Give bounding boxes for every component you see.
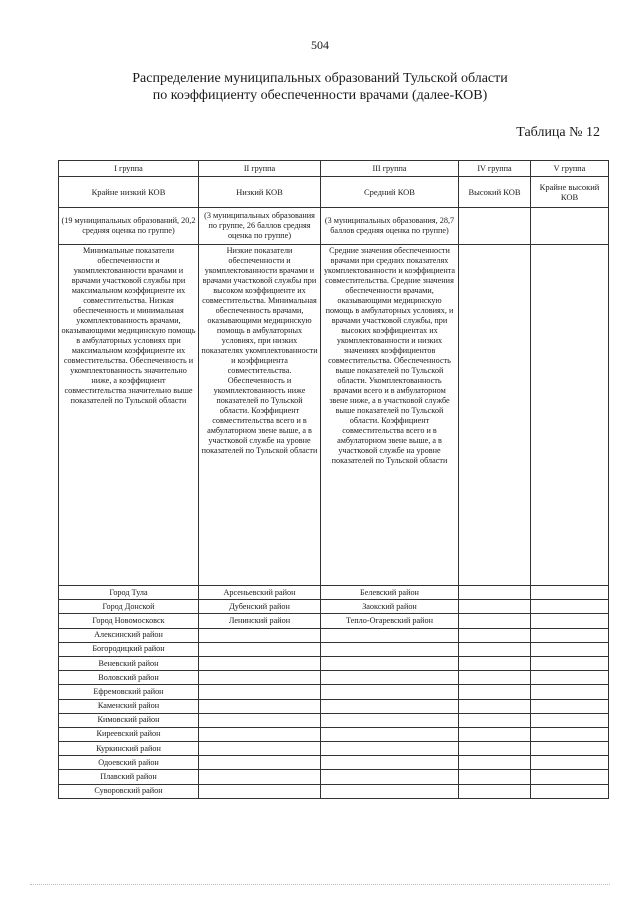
table-cell — [321, 727, 459, 741]
description-cell: Средние значения обеспеченности врачами при средних показателях укомплектованности и коэффициента совместительства. Средние значения обеспеченности врачами, оказывающими медицинскую помощь в амбулаторных условиях, и врачами участковой службы, при высоких коэффициентах их укомплектованности и низких значениях коэффициентов совместительства. Обеспеченность выше показателей по Тульской области. Укомплектованность врачами всего и в амбулаторном звене ниже, а в участковой службе выше показателей по Тульской области. Коэффициент совместительства всего и в амбулаторном звене выше, а в участковой службе на уровне показателей по Тульской области — [321, 245, 459, 586]
table-cell — [321, 685, 459, 699]
table-cell: Плавский район — [59, 770, 199, 784]
title-line-2: по коэффициенту обеспеченности врачами (далее-КОВ) — [152, 88, 488, 103]
table-cell: Киреевский район — [59, 727, 199, 741]
table-cell — [199, 656, 321, 670]
table-cell — [531, 656, 609, 670]
table-cell: Одоевский район — [59, 756, 199, 770]
table-cell — [199, 742, 321, 756]
table-cell — [459, 685, 531, 699]
count-cell: (3 муниципальных образования по группе, 26 баллов средняя оценка по группе) — [199, 208, 321, 245]
table-cell — [321, 770, 459, 784]
table-cell — [531, 614, 609, 628]
table-row — [59, 727, 609, 741]
description-row — [59, 245, 609, 586]
table-cell — [531, 784, 609, 798]
table-row — [59, 770, 609, 784]
table-cell — [531, 642, 609, 656]
count-cell: (19 муниципальных образований, 20,2 средняя оценка по группе) — [59, 208, 199, 245]
title-line-1: Распределение муниципальных образований Тульской области — [132, 71, 508, 86]
table-cell: Заокский район — [321, 600, 459, 614]
table-cell — [531, 756, 609, 770]
distribution-table — [58, 160, 609, 799]
table-cell — [199, 642, 321, 656]
table-cell — [459, 614, 531, 628]
description-cell: Минимальные показатели обеспеченности и укомплектованности врачами и врачами участковой службы при максимальном коэффициенте их совместительства. Низкая обеспеченность и минимальная укомплектованность врачами, оказывающими медицинскую помощь в амбулаторных условиях при максимальном коэффициенте их совместительства. Обеспеченность и укомплектованность значительно ниже, а коэффициент совместительства значительно выше показателей по Тульской области — [59, 245, 199, 586]
table-label: Таблица № 12 — [516, 125, 600, 140]
level-cell: Крайне высокий КОВ — [531, 177, 609, 208]
table-cell — [321, 742, 459, 756]
table-row — [59, 671, 609, 685]
table-cell — [199, 770, 321, 784]
table-cell: Куркинский район — [59, 742, 199, 756]
table-row — [59, 699, 609, 713]
table-cell — [459, 600, 531, 614]
count-cell: (3 муниципальных образования, 28,7 баллов средняя оценка по группе) — [321, 208, 459, 245]
table-cell: Алексинский район — [59, 628, 199, 642]
table-cell — [531, 600, 609, 614]
table-cell — [459, 642, 531, 656]
table-cell — [459, 742, 531, 756]
table-row — [59, 600, 609, 614]
table-cell: Богородицкий район — [59, 642, 199, 656]
table-cell — [321, 699, 459, 713]
document-title — [60, 70, 580, 104]
table-cell — [321, 642, 459, 656]
table-cell: Тепло-Огаревский район — [321, 614, 459, 628]
table-row — [59, 685, 609, 699]
level-cell: Крайне низкий КОВ — [59, 177, 199, 208]
table-cell — [531, 770, 609, 784]
table-cell — [459, 699, 531, 713]
table-cell: Воловский район — [59, 671, 199, 685]
table-cell — [531, 685, 609, 699]
table-cell — [459, 586, 531, 600]
count-cell — [531, 208, 609, 245]
level-cell: Низкий КОВ — [199, 177, 321, 208]
table-cell — [321, 628, 459, 642]
table-cell — [199, 685, 321, 699]
count-row — [59, 208, 609, 245]
table-cell: Арсеньевский район — [199, 586, 321, 600]
table-cell: Город Тула — [59, 586, 199, 600]
table-cell — [531, 742, 609, 756]
scan-artifact-divider — [30, 884, 610, 887]
table-cell — [199, 628, 321, 642]
table-cell: Ленинский район — [199, 614, 321, 628]
table-cell — [321, 656, 459, 670]
table-cell — [459, 756, 531, 770]
table-row — [59, 784, 609, 798]
group-header-row — [59, 161, 609, 177]
table-cell — [199, 699, 321, 713]
table-row — [59, 642, 609, 656]
level-cell: Высокий КОВ — [459, 177, 531, 208]
table-cell — [459, 628, 531, 642]
description-cell: Низкие показатели обеспеченности и укомплектованности врачами и врачами участковой службы при высоком коэффициенте их совместительства. Минимальная обеспеченность врачами, оказывающими медицинскую помощь в амбулаторных условиях, при низких показателях укомплектованности и коэффициента совместительства. Обеспеченность и укомплектованность ниже показателей по Тульской области. Коэффициент совместительства всего и в амбулаторном звене выше, а в участковой службе на уровне показателей по Тульской области — [199, 245, 321, 586]
table-cell — [199, 727, 321, 741]
group-header-cell: I группа — [59, 161, 199, 177]
table-cell: Суворовский район — [59, 784, 199, 798]
group-header-cell: III группа — [321, 161, 459, 177]
table-cell: Белевский район — [321, 586, 459, 600]
description-cell — [459, 245, 531, 586]
count-cell — [459, 208, 531, 245]
table-cell — [321, 671, 459, 685]
table-cell: Город Донской — [59, 600, 199, 614]
table-cell: Веневский район — [59, 656, 199, 670]
page-number: 504 — [311, 38, 329, 52]
description-cell — [531, 245, 609, 586]
table-cell — [321, 784, 459, 798]
table-cell — [531, 671, 609, 685]
table-row — [59, 656, 609, 670]
table-cell — [459, 727, 531, 741]
table-cell — [321, 756, 459, 770]
table-cell: Каменский район — [59, 699, 199, 713]
group-header-cell: V группа — [531, 161, 609, 177]
table-cell: Город Новомосковск — [59, 614, 199, 628]
level-cell: Средний КОВ — [321, 177, 459, 208]
table-cell — [531, 628, 609, 642]
table-row — [59, 628, 609, 642]
table-cell — [199, 784, 321, 798]
table-cell — [459, 713, 531, 727]
table-cell — [199, 756, 321, 770]
table-cell — [199, 671, 321, 685]
table-row — [59, 756, 609, 770]
table-cell — [459, 671, 531, 685]
table-row — [59, 586, 609, 600]
table-cell — [531, 699, 609, 713]
table-cell — [199, 713, 321, 727]
group-header-cell: II группа — [199, 161, 321, 177]
table-cell — [321, 713, 459, 727]
table-cell — [459, 784, 531, 798]
table-cell — [459, 656, 531, 670]
group-header-cell: IV группа — [459, 161, 531, 177]
table-cell: Ефремовский район — [59, 685, 199, 699]
table-cell — [459, 770, 531, 784]
table-cell — [531, 713, 609, 727]
table-row — [59, 742, 609, 756]
table-cell — [531, 727, 609, 741]
table-cell: Кимовский район — [59, 713, 199, 727]
level-row — [59, 177, 609, 208]
table-cell: Дубенский район — [199, 600, 321, 614]
table-row — [59, 713, 609, 727]
table-row — [59, 614, 609, 628]
table-cell — [531, 586, 609, 600]
